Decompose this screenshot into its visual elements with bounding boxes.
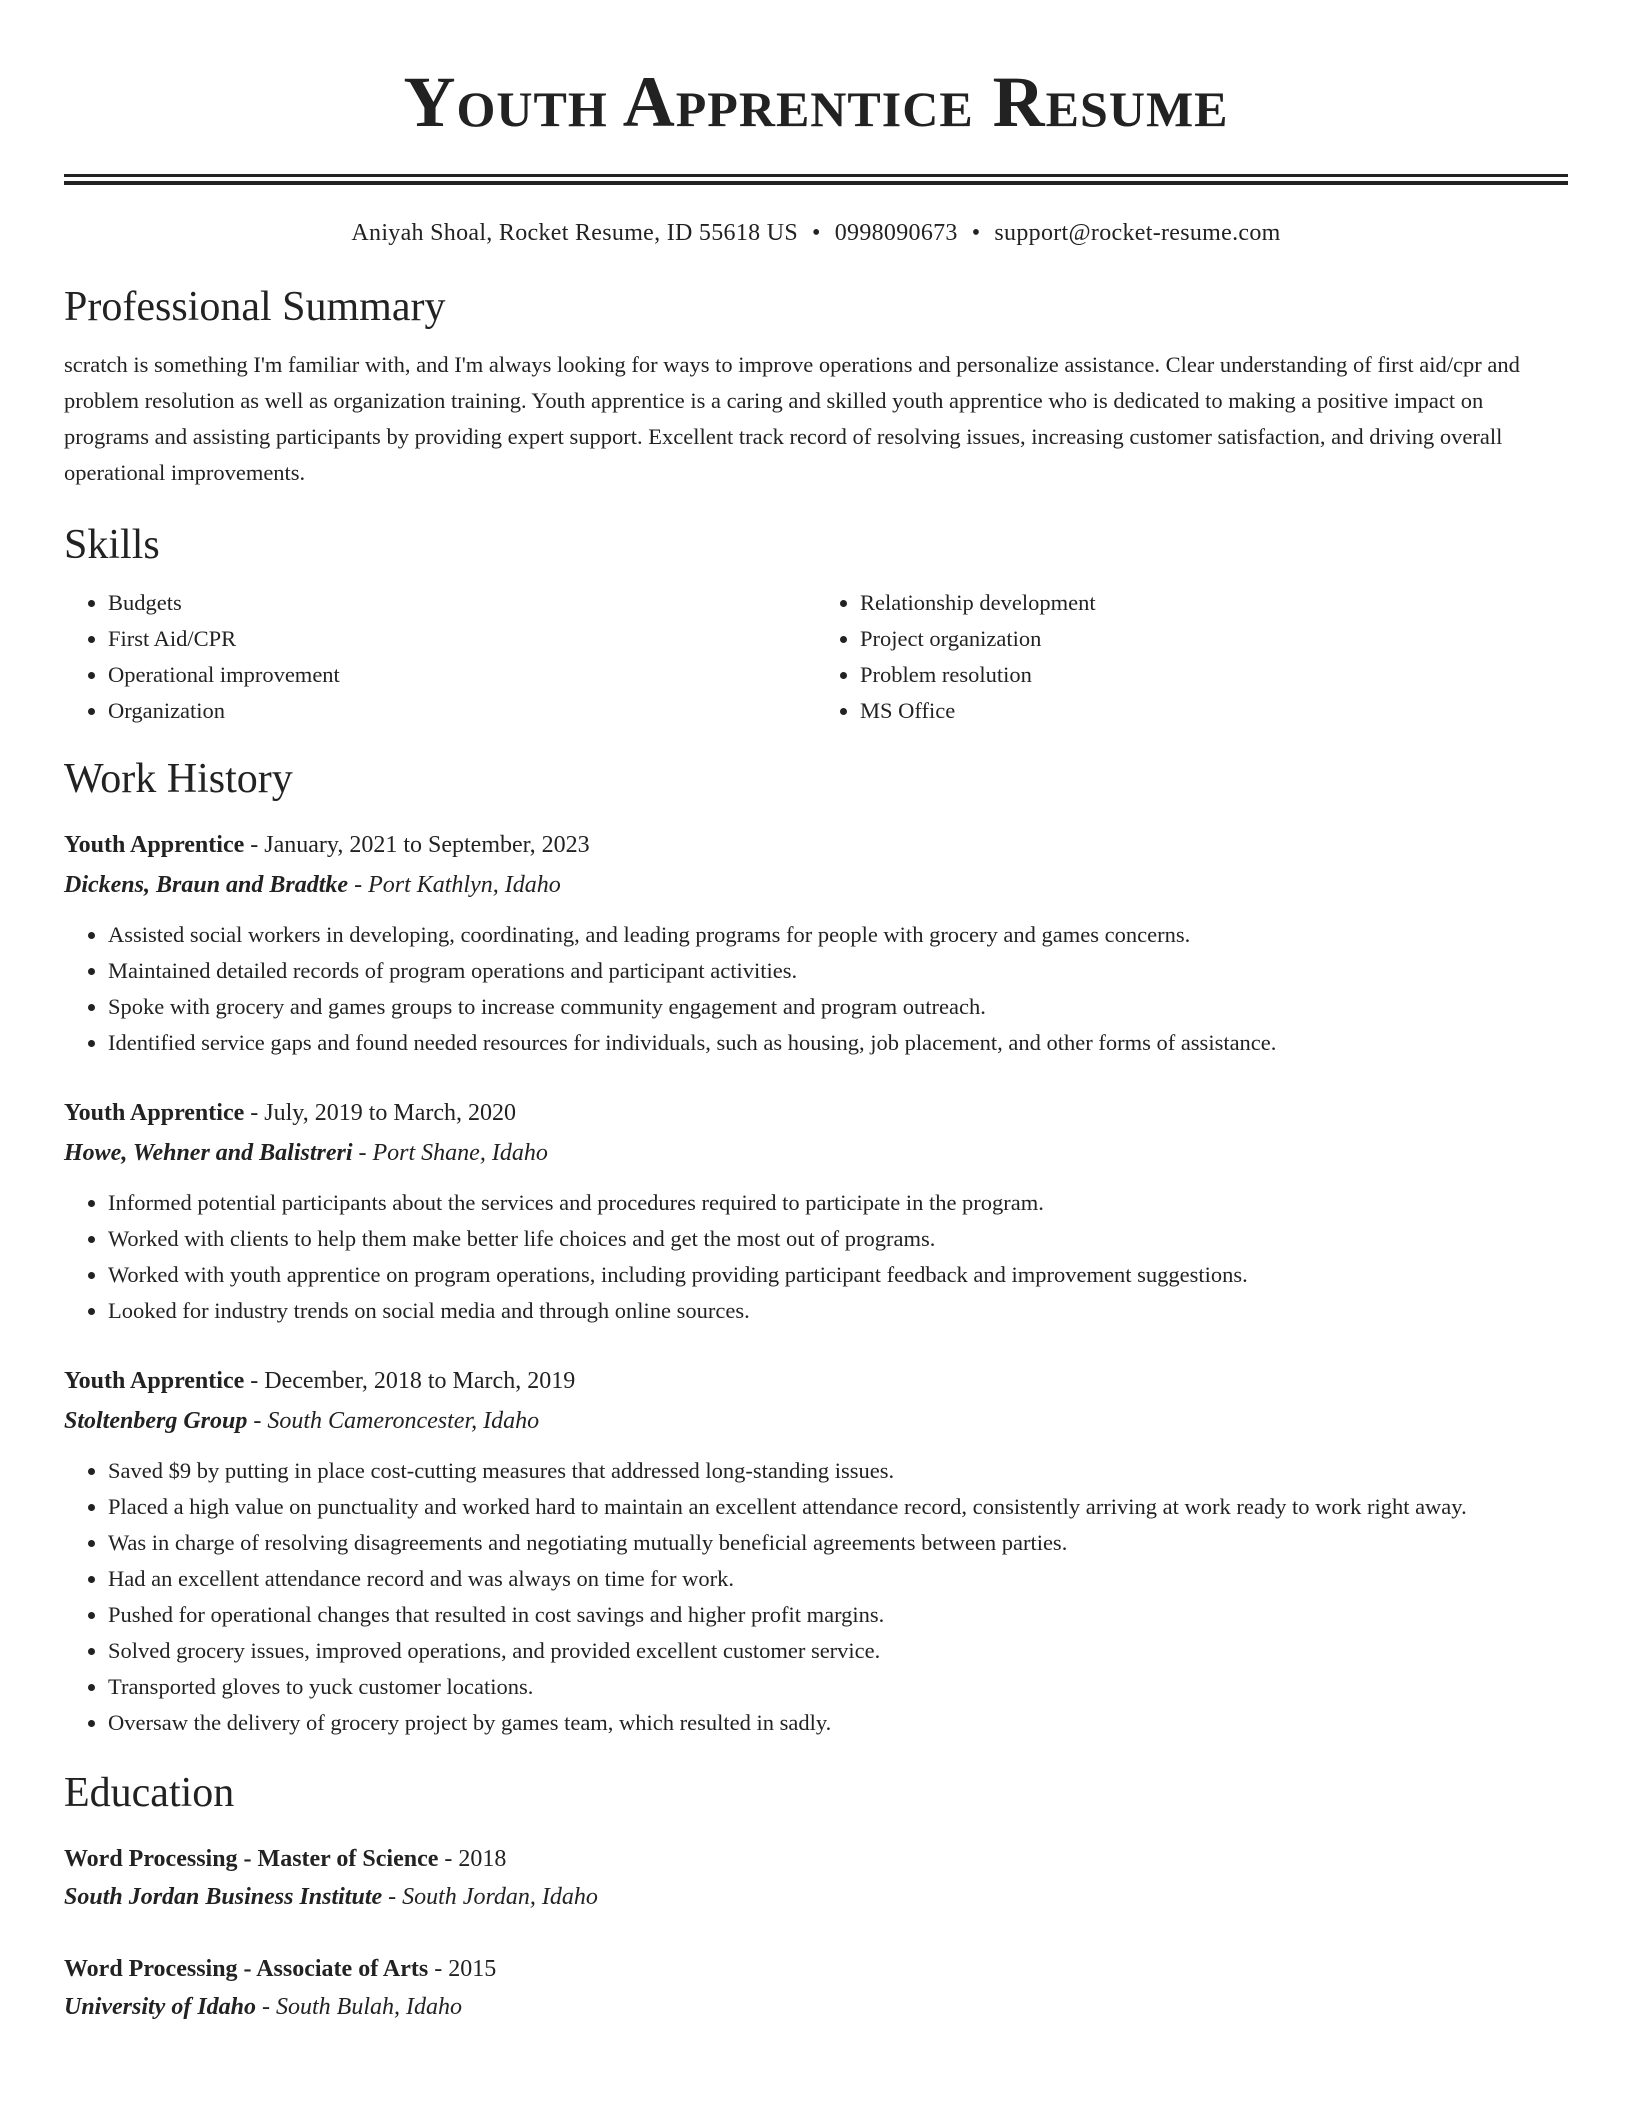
job-company-line: Dickens, Braun and Bradtke - Port Kathlyn, Idaho: [64, 872, 561, 898]
education-entry: [64, 1841, 1568, 1915]
job-dates: January, 2021 to September, 2023: [264, 832, 590, 858]
job-title-line: Youth Apprentice - July, 2019 to March, 2020: [64, 1100, 517, 1126]
duty-item: • Maintained detailed records of program operations and participant activities.: [108, 953, 1568, 989]
skill-item: • Relationship development: [860, 585, 1568, 621]
job-duties: [64, 1453, 1568, 1741]
contact-line: [64, 217, 1568, 249]
duty-item: • Identified service gaps and found needed resources for individuals, such as housing, job placement, and other forms of assistance.: [108, 1025, 1568, 1061]
skill-item: • MS Office: [860, 693, 1568, 729]
education-entry: [64, 1951, 1568, 2025]
skills-column-left: [64, 585, 816, 729]
duty-item: • Had an excellent attendance record and was always on time for work.: [108, 1561, 1568, 1597]
duty-item: • Spoke with grocery and games groups to increase community engagement and program outreach.: [108, 989, 1568, 1025]
resume-title: Youth Apprentice Resume: [403, 62, 1229, 142]
job-title: Youth Apprentice: [64, 832, 245, 858]
duty-item: • Assisted social workers in developing, coordinating, and leading programs for people with grocery and games concerns.: [108, 917, 1568, 953]
summary-heading: Professional Summary: [64, 284, 446, 330]
education-degree-line: Word Processing - Associate of Arts - 2015: [64, 1956, 497, 1982]
duty-item: • Worked with clients to help them make better life choices and get the most out of programs.: [108, 1221, 1568, 1257]
job-location: Port Kathlyn, Idaho: [368, 872, 561, 898]
education-school-line: University of Idaho - South Bulah, Idaho: [64, 1994, 462, 2020]
duty-item: • Was in charge of resolving disagreements and negotiating mutually beneficial agreements between parties.: [108, 1525, 1568, 1561]
job-duties: [64, 1185, 1568, 1329]
education-location: South Bulah, Idaho: [276, 1994, 462, 2020]
summary-text: scratch is something I'm familiar with, and I'm always looking for ways to improve operations and personalize assistance. Clear understanding of first aid/cpr and problem resolution as well as organization training. Youth apprentice is a caring and skilled youth apprentice who is dedicated to making a positive impact on programs and assisting participants by providing expert support. Excellent track record of resolving issues, increasing customer satisfaction, and driving overall operational improvements.: [64, 352, 1520, 485]
job-location: Port Shane, Idaho: [372, 1140, 548, 1166]
duty-item: • Worked with youth apprentice on program operations, including providing participant feedback and improvement suggestions.: [108, 1257, 1568, 1293]
job-entry: [64, 1095, 1568, 1329]
skill-item: • Problem resolution: [860, 657, 1568, 693]
skill-item: • First Aid/CPR: [108, 621, 816, 657]
work-history-heading: Work History: [64, 756, 293, 802]
skill-item: • Operational improvement: [108, 657, 816, 693]
education-location: South Jordan, Idaho: [402, 1884, 598, 1910]
job-title-line: Youth Apprentice - December, 2018 to March, 2019: [64, 1368, 576, 1394]
duty-item: • Transported gloves to yuck customer locations.: [108, 1669, 1568, 1705]
duty-item: • Solved grocery issues, improved operations, and provided excellent customer service.: [108, 1633, 1568, 1669]
duty-item: • Saved $9 by putting in place cost-cutting measures that addressed long-standing issues.: [108, 1453, 1568, 1489]
contact-separator: •: [971, 220, 981, 246]
job-company-line: Stoltenberg Group - South Cameroncester, Idaho: [64, 1408, 540, 1434]
education-heading: Education: [64, 1770, 235, 1816]
education-degree-line: Word Processing - Master of Science - 2018: [64, 1846, 507, 1872]
education-year: 2015: [448, 1956, 497, 1982]
skill-item: • Project organization: [860, 621, 1568, 657]
skill-item: • Budgets: [108, 585, 816, 621]
job-company-line: Howe, Wehner and Balistreri - Port Shane, Idaho: [64, 1140, 548, 1166]
skills-heading: Skills: [64, 522, 160, 568]
job-company: Stoltenberg Group: [64, 1408, 248, 1434]
contact-email: support@rocket-resume.com: [994, 220, 1281, 246]
education-school: South Jordan Business Institute: [64, 1884, 383, 1910]
job-entry: [64, 1363, 1568, 1741]
duty-item: • Informed potential participants about the services and procedures required to participate in the program.: [108, 1185, 1568, 1221]
job-title: Youth Apprentice: [64, 1368, 245, 1394]
education-year: 2018: [458, 1846, 507, 1872]
job-dates: July, 2019 to March, 2020: [264, 1100, 517, 1126]
job-dates: December, 2018 to March, 2019: [264, 1368, 576, 1394]
job-title-line: Youth Apprentice - January, 2021 to September, 2023: [64, 832, 590, 858]
job-entry: [64, 827, 1568, 1061]
job-title: Youth Apprentice: [64, 1100, 245, 1126]
job-company: Howe, Wehner and Balistreri: [64, 1140, 353, 1166]
job-company: Dickens, Braun and Bradtke: [64, 872, 349, 898]
title-divider: [64, 174, 1568, 185]
skill-item: • Organization: [108, 693, 816, 729]
contact-address: Aniyah Shoal, Rocket Resume, ID 55618 US: [351, 220, 799, 246]
duty-item: • Placed a high value on punctuality and worked hard to maintain an excellent attendance record, consistently arriving at work ready to work right away.: [108, 1489, 1568, 1525]
duty-item: • Looked for industry trends on social media and through online sources.: [108, 1293, 1568, 1329]
skills-list: [64, 585, 1568, 729]
contact-separator: •: [812, 220, 821, 246]
education-school: University of Idaho: [64, 1994, 256, 2020]
duty-item: • Pushed for operational changes that resulted in cost savings and higher profit margins.: [108, 1597, 1568, 1633]
job-location: South Cameroncester, Idaho: [267, 1408, 540, 1434]
education-school-line: South Jordan Business Institute - South Jordan, Idaho: [64, 1884, 598, 1910]
education-degree: Word Processing - Master of Science: [64, 1846, 439, 1872]
education-degree: Word Processing - Associate of Arts: [64, 1956, 429, 1982]
duty-item: • Oversaw the delivery of grocery project by games team, which resulted in sadly.: [108, 1705, 1568, 1741]
job-duties: [64, 917, 1568, 1061]
contact-phone: 0998090673: [834, 220, 958, 246]
skills-column-right: [816, 585, 1568, 729]
